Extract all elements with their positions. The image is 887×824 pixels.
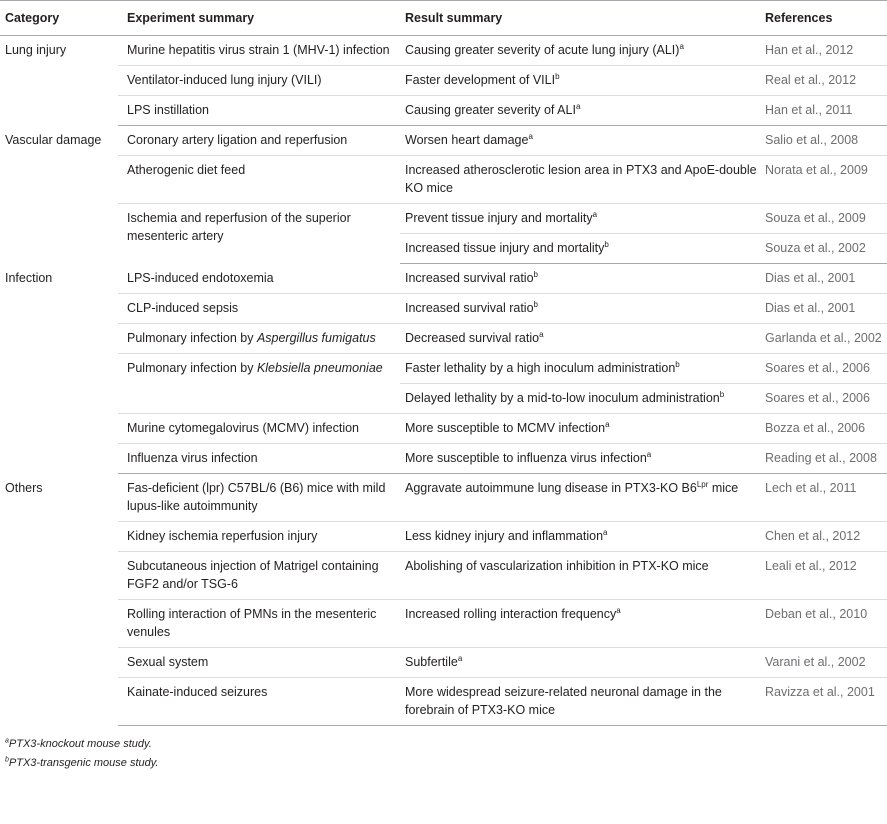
footnote-mark: b xyxy=(533,299,538,309)
reference-cell xyxy=(760,156,887,204)
table-body xyxy=(0,36,887,726)
experiment-text: Murine cytomegalovirus (MCMV) infection xyxy=(127,421,360,435)
result-text: More widespread seizure-related neuronal damage in the forebrain of PTX3-KO mice xyxy=(405,685,722,717)
experiment-cell xyxy=(118,522,400,552)
table-row xyxy=(0,414,887,444)
reference-text: Leali et al., 2012 xyxy=(765,559,857,573)
reference-cell xyxy=(760,354,887,384)
reference-cell xyxy=(760,414,887,444)
result-text: Prevent tissue injury and mortality xyxy=(405,211,593,225)
result-text: Increased tissue injury and mortality xyxy=(405,241,605,255)
experiment-text: Sexual system xyxy=(127,655,209,669)
footnote-b xyxy=(5,757,159,769)
footnote-mark: a xyxy=(603,527,608,537)
result-text: More susceptible to MCMV infection xyxy=(405,421,606,435)
footnote-mark: a xyxy=(539,329,544,339)
footnote-mark: a xyxy=(605,419,610,429)
result-cell xyxy=(400,474,760,522)
experiment-cell xyxy=(118,294,400,324)
experiment-cell xyxy=(118,66,400,96)
experiment-text: Ventilator-induced lung injury (VILI) xyxy=(127,73,322,87)
experiment-text: Kainate-induced seizures xyxy=(127,685,268,699)
result-cell xyxy=(400,354,760,384)
reference-cell xyxy=(760,66,887,96)
reference-cell xyxy=(760,96,887,126)
header-category: Category xyxy=(0,1,118,36)
experiment-text: Rolling interaction of PMNs in the mesenteric venules xyxy=(127,607,377,639)
result-cell xyxy=(400,522,760,552)
category-label: Lung injury xyxy=(5,43,67,57)
reference-cell xyxy=(760,294,887,324)
reference-text: Real et al., 2012 xyxy=(765,73,857,87)
table-row xyxy=(0,648,887,678)
footnote-mark: b xyxy=(675,359,680,369)
result-cell xyxy=(400,234,760,264)
reference-text: Souza et al., 2002 xyxy=(765,241,866,255)
result-cell xyxy=(400,36,760,66)
reference-text: Han et al., 2012 xyxy=(765,43,854,57)
category-cell xyxy=(0,126,118,264)
result-text: Less kidney injury and inflammation xyxy=(405,529,604,543)
experiment-cell xyxy=(118,264,400,294)
footnote-mark: b xyxy=(604,239,609,249)
experiment-cell xyxy=(118,474,400,522)
footnote-mark: b xyxy=(533,269,538,279)
experiment-text: Murine hepatitis virus strain 1 (MHV-1) infection xyxy=(127,43,390,57)
result-text: Decreased survival ratio xyxy=(405,331,540,345)
reference-text: Soares et al., 2006 xyxy=(765,361,870,375)
reference-cell xyxy=(760,648,887,678)
experiment-text: Subcutaneous injection of Matrigel containing FGF2 and/or TSG-6 xyxy=(127,559,379,591)
table-row xyxy=(0,126,887,156)
result-cell xyxy=(400,156,760,204)
result-cell xyxy=(400,66,760,96)
reference-text: Varani et al., 2002 xyxy=(765,655,866,669)
experiment-text: LPS instillation xyxy=(127,103,209,117)
experiment-text: Pulmonary infection by xyxy=(127,331,257,345)
result-text: Increased atherosclerotic lesion area in PTX3 and ApoE-double KO mice xyxy=(405,163,757,195)
category-cell xyxy=(0,264,118,474)
table-row xyxy=(0,678,887,726)
reference-text: Dias et al., 2001 xyxy=(765,271,856,285)
footnote-mark: a xyxy=(616,605,621,615)
experiment-cell xyxy=(118,36,400,66)
experiment-text: Kidney ischemia reperfusion injury xyxy=(127,529,318,543)
table-row xyxy=(0,294,887,324)
footnote-mark: a xyxy=(575,101,581,111)
result-cell xyxy=(400,444,760,474)
result-text: Increased survival ratio xyxy=(405,301,534,315)
table-row xyxy=(0,264,887,294)
footnote-mark: b xyxy=(5,756,9,764)
result-cell xyxy=(400,264,760,294)
reference-text: Chen et al., 2012 xyxy=(765,529,861,543)
result-text: Increased survival ratio xyxy=(405,271,534,285)
result-text: Increased rolling interaction frequency xyxy=(405,607,617,621)
reference-text: Han et al., 2011 xyxy=(765,103,853,117)
experiment-text: LPS-induced endotoxemia xyxy=(127,270,274,285)
experiment-text: Coronary artery ligation and reperfusion xyxy=(127,133,348,147)
experiment-cell xyxy=(118,324,400,354)
header-experiment: Experiment summary xyxy=(118,1,400,36)
result-cell xyxy=(400,678,760,726)
category-label: Others xyxy=(5,480,43,495)
footnote-mark: a xyxy=(457,653,463,663)
result-text: Delayed lethality by a mid-to-low inoculum administration xyxy=(405,391,720,405)
footnote-mark: a xyxy=(592,209,598,219)
result-text: Faster lethality by a high inoculum administration xyxy=(405,361,676,375)
table-row xyxy=(0,204,887,234)
experiment-text: Pulmonary infection by xyxy=(127,361,257,375)
result-text: Causing greater severity of acute lung injury (ALI) xyxy=(405,43,680,57)
result-cell xyxy=(400,552,760,600)
reference-text: Ravizza et al., 2001 xyxy=(765,685,875,699)
header-result: Result summary xyxy=(400,1,760,36)
result-cell xyxy=(400,126,760,156)
footnote-mark: b xyxy=(555,71,560,81)
experiment-species: Aspergillus fumigatus xyxy=(256,331,376,345)
table-row xyxy=(0,324,887,354)
table-header-row xyxy=(0,1,887,36)
experiment-text: Atherogenic diet feed xyxy=(127,163,246,177)
table-row xyxy=(0,522,887,552)
footnote-text: PTX3-transgenic mouse study. xyxy=(8,757,159,769)
reference-text: Norata et al., 2009 xyxy=(765,163,868,177)
experiment-text: Fas-deficient (lpr) C57BL/6 (B6) mice with mild lupus-like autoimmunity xyxy=(127,481,386,513)
result-cell xyxy=(400,648,760,678)
footnote-text: PTX3-knockout mouse study. xyxy=(8,738,152,750)
category-label: Infection xyxy=(5,270,53,285)
result-cell xyxy=(400,204,760,234)
result-text: Abolishing of vascularization inhibition in PTX-KO mice xyxy=(405,559,709,573)
experiment-cell xyxy=(118,552,400,600)
reference-cell xyxy=(760,444,887,474)
footnote-mark: a xyxy=(5,737,9,745)
reference-text: Lech et al., 2011 xyxy=(765,481,857,495)
footnote-mark: Lpr xyxy=(696,479,709,489)
reference-cell xyxy=(760,384,887,414)
footnote-a xyxy=(5,738,152,750)
table-row xyxy=(0,474,887,522)
result-text: More susceptible to influenza virus infection xyxy=(405,451,647,465)
table-row xyxy=(0,600,887,648)
reference-text: Deban et al., 2010 xyxy=(765,607,868,621)
reference-text: Bozza et al., 2006 xyxy=(765,421,866,435)
reference-text: Dias et al., 2001 xyxy=(765,301,856,315)
result-cell xyxy=(400,600,760,648)
experiment-text: Influenza virus infection xyxy=(127,451,258,465)
footnote-mark: a xyxy=(528,131,533,141)
table-row xyxy=(0,156,887,204)
experiment-cell xyxy=(118,600,400,648)
reference-cell xyxy=(760,234,887,264)
footnote-mark: a xyxy=(646,449,652,459)
experiment-cell xyxy=(118,204,400,264)
table-row xyxy=(0,66,887,96)
result-text: Worsen heart damage xyxy=(405,133,529,147)
experiment-species: Klebsiella pneumoniae xyxy=(256,361,383,375)
result-text: Faster development of VILI xyxy=(405,73,556,87)
reference-text: Garlanda et al., 2002 xyxy=(765,331,882,345)
reference-cell xyxy=(760,600,887,648)
reference-cell xyxy=(760,552,887,600)
reference-text: Souza et al., 2009 xyxy=(765,211,866,225)
table-row xyxy=(0,444,887,474)
experiment-cell xyxy=(118,126,400,156)
result-text: Subfertile xyxy=(405,655,458,669)
reference-text: Soares et al., 2006 xyxy=(765,391,870,405)
reference-cell xyxy=(760,264,887,294)
result-cell xyxy=(400,96,760,126)
experiment-cell xyxy=(118,648,400,678)
result-text-after: mice xyxy=(708,481,739,495)
header-references: References xyxy=(760,1,887,36)
footnote-mark: a xyxy=(679,41,684,51)
experiment-cell xyxy=(118,156,400,204)
result-cell xyxy=(400,384,760,414)
experiment-cell xyxy=(118,678,400,726)
result-text: Causing greater severity of ALI xyxy=(405,103,576,117)
footnote-mark: b xyxy=(719,389,725,399)
table-row xyxy=(0,96,887,126)
category-cell xyxy=(0,474,118,726)
experiment-text: Ischemia and reperfusion of the superior mesenteric artery xyxy=(127,211,351,243)
result-cell xyxy=(400,294,760,324)
table-row xyxy=(0,354,887,384)
reference-cell xyxy=(760,324,887,354)
reference-cell xyxy=(760,204,887,234)
reference-cell xyxy=(760,678,887,726)
table-row xyxy=(0,36,887,66)
reference-text: Salio et al., 2008 xyxy=(765,133,859,147)
experiment-text: CLP-induced sepsis xyxy=(127,301,239,315)
reference-cell xyxy=(760,126,887,156)
category-label: Vascular damage xyxy=(5,132,102,147)
result-cell xyxy=(400,414,760,444)
experiment-cell xyxy=(118,414,400,444)
experiment-cell xyxy=(118,354,400,414)
result-cell xyxy=(400,324,760,354)
reference-cell xyxy=(760,36,887,66)
result-text: Aggravate autoimmune lung disease in PTX3-KO B6 xyxy=(405,481,697,495)
category-cell xyxy=(0,36,118,126)
experiment-cell xyxy=(118,96,400,126)
reference-cell xyxy=(760,522,887,552)
reference-text: Reading et al., 2008 xyxy=(765,451,877,465)
experiment-cell xyxy=(118,444,400,474)
table-row xyxy=(0,552,887,600)
reference-cell xyxy=(760,474,887,522)
